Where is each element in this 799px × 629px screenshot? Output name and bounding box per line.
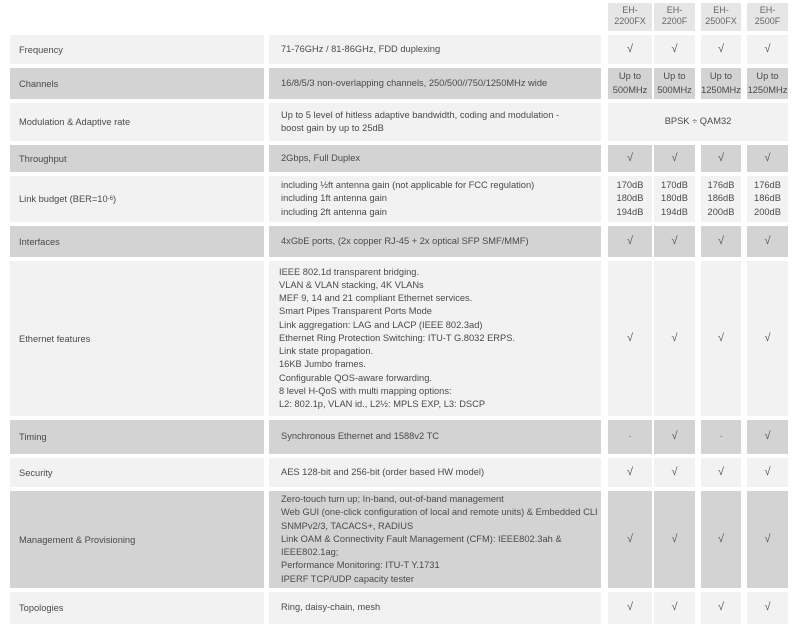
cell-line: 180dB xyxy=(661,193,688,204)
row-security xyxy=(0,458,799,487)
row-channels xyxy=(0,68,799,99)
row-label: Management & Provisioning xyxy=(10,491,264,588)
desc-line: Link aggregation: LAG and LACP (IEEE 802.3ad) xyxy=(279,319,483,330)
desc-line: IEEE 802.1d transparent bridging. xyxy=(279,266,420,277)
cell-value: √ xyxy=(701,491,741,588)
model-header-3-line-1: EH- xyxy=(713,5,729,15)
desc-line: L2: 802.1p, VLAN id., L2½: MPLS EXP, L3: DSCP xyxy=(279,398,486,409)
cell-line: Up to xyxy=(618,71,642,82)
cell-value xyxy=(747,176,788,222)
desc-line: Smart Pipes Transparent Ports Mode xyxy=(279,306,432,317)
desc-line: Ethernet Ring Protection Switching: ITU-T G.8032 ERPS. xyxy=(279,332,515,343)
row-description xyxy=(269,420,601,454)
model-header-4-line-2: 2500F xyxy=(754,16,781,26)
cell-line: 186dB xyxy=(754,193,781,204)
desc-line: boost gain by up to 25dB xyxy=(281,123,384,133)
cell-line: 186dB xyxy=(707,193,735,204)
cell-line: 500MHz xyxy=(612,84,648,95)
cell-line: 1250MHz xyxy=(747,84,788,95)
row-topologies xyxy=(0,592,799,624)
row-description xyxy=(269,458,601,487)
cell-value: √ xyxy=(701,458,741,487)
cell-value: √ xyxy=(747,592,788,624)
cell-line: 176dB xyxy=(707,180,735,191)
cell-value xyxy=(608,176,652,222)
cell-line: 1250MHz xyxy=(701,84,741,95)
desc-line: VLAN & VLAN stacking, 4K VLANs xyxy=(279,280,424,291)
row-description xyxy=(269,491,601,588)
cell-line: 194dB xyxy=(616,206,644,217)
cell-line: 500MHz xyxy=(657,84,692,95)
row-label-exponent: -6 xyxy=(107,196,113,202)
desc-line: SNMPv2/3, TACACS+, RADIUS xyxy=(281,520,414,531)
desc-line: IPERF TCP/UDP capacity tester xyxy=(281,573,414,584)
cell-value xyxy=(701,176,741,222)
desc-line: Zero-touch turn up; In-band, out-of-band management xyxy=(281,494,504,505)
cell-value: √ xyxy=(608,458,652,487)
row-label: Modulation & Adaptive rate xyxy=(10,103,264,141)
desc-line: Synchronous Ethernet and 1588v2 TC xyxy=(281,431,439,442)
desc-line: 8 level H-QoS with multi mapping options: xyxy=(279,385,452,396)
cell-value: √ xyxy=(747,458,788,487)
desc-line: Ring, daisy-chain, mesh xyxy=(281,602,381,613)
desc-line: including ½ft antenna gain (not applicable for FCC regulation) xyxy=(281,180,535,191)
cell-value: √ xyxy=(747,261,788,416)
desc-line: 4xGbE ports, (2x copper RJ-45 + 2x optical SFP SMF/MMF) xyxy=(281,235,529,246)
cell-value xyxy=(654,176,695,222)
cell-line: Up to xyxy=(756,71,779,82)
desc-line: 71-76GHz / 81-86GHz, FDD duplexing xyxy=(281,43,441,54)
cell-line: Up to xyxy=(709,71,733,82)
cell-line: 176dB xyxy=(754,180,781,191)
row-management xyxy=(0,491,799,588)
row-label: Channels xyxy=(10,68,264,99)
cell-value-span: BPSK ÷ QAM32 xyxy=(608,103,788,141)
cell-value: √ xyxy=(747,145,788,172)
desc-line: 2Gbps, Full Duplex xyxy=(281,152,361,163)
row-label: Throughput xyxy=(10,145,264,172)
cell-value: √ xyxy=(654,491,695,588)
model-header-2-line-1: EH- xyxy=(666,5,683,15)
row-label: Topologies xyxy=(10,592,264,624)
row-label: Frequency xyxy=(10,35,264,64)
cell-value: - xyxy=(701,420,741,454)
cell-value: √ xyxy=(608,491,652,588)
desc-line: Web GUI (one-click configuration of local and remote units) & Embedded CLI xyxy=(281,507,598,518)
cell-value: √ xyxy=(747,226,788,257)
model-header-1 xyxy=(608,3,652,31)
row-description xyxy=(269,261,601,416)
row-label: Ethernet features xyxy=(10,261,264,416)
cell-value: √ xyxy=(608,592,652,624)
cell-value: √ xyxy=(654,420,695,454)
cell-value xyxy=(701,68,741,99)
desc-line: 16/8/5/3 non-overlapping channels, 250/500//750/1250MHz wide xyxy=(281,77,548,88)
cell-line: Up to xyxy=(663,71,686,82)
model-header-4 xyxy=(747,3,788,31)
desc-line: Configurable QOS-aware forwarding. xyxy=(279,372,432,383)
cell-value xyxy=(608,68,652,99)
cell-value: √ xyxy=(608,145,652,172)
row-label xyxy=(10,176,264,222)
desc-line: AES 128-bit and 256-bit (order based HW model) xyxy=(281,466,485,477)
cell-value: √ xyxy=(654,226,695,257)
cell-value: √ xyxy=(608,226,652,257)
cell-value: √ xyxy=(701,261,741,416)
cell-value: √ xyxy=(654,145,695,172)
cell-value: √ xyxy=(747,35,788,64)
cell-line: 170dB xyxy=(616,180,644,191)
cell-value: √ xyxy=(608,261,652,416)
row-label: Security xyxy=(10,458,264,487)
desc-line: Link state propagation. xyxy=(279,346,374,357)
desc-line: MEF 9, 14 and 21 compliant Ethernet services. xyxy=(279,293,473,304)
cell-value: √ xyxy=(654,35,695,64)
cell-value: √ xyxy=(654,592,695,624)
row-modulation xyxy=(0,103,799,141)
row-description xyxy=(269,103,601,141)
row-description xyxy=(269,176,601,222)
desc-line: Up to 5 level of hitless adaptive bandwidth, coding and modulation - xyxy=(281,109,560,120)
row-description xyxy=(269,592,601,624)
model-header-1-line-1: EH- xyxy=(622,5,638,15)
row-label: Interfaces xyxy=(10,226,264,257)
row-label-tail: ) xyxy=(112,194,117,204)
cell-value: √ xyxy=(701,145,741,172)
row-description xyxy=(269,226,601,257)
cell-value xyxy=(747,68,788,99)
cell-line: 170dB xyxy=(661,180,688,191)
cell-value: √ xyxy=(608,35,652,64)
model-header-2-line-2: 2200F xyxy=(661,16,688,26)
row-timing xyxy=(0,420,799,454)
row-interfaces xyxy=(0,226,799,257)
model-header-3-line-2: 2500FX xyxy=(705,16,737,26)
row-description xyxy=(269,35,601,64)
model-header-4-line-1: EH- xyxy=(759,5,776,15)
row-label: Timing xyxy=(10,420,264,454)
cell-value: √ xyxy=(701,35,741,64)
row-description xyxy=(269,145,601,172)
row-description xyxy=(269,68,601,99)
row-link-budget xyxy=(0,176,799,222)
cell-value: √ xyxy=(701,226,741,257)
cell-value: - xyxy=(608,420,652,454)
desc-line: including 1ft antenna gain xyxy=(281,193,387,204)
cell-value: √ xyxy=(747,491,788,588)
cell-line: 194dB xyxy=(661,206,688,217)
model-header-3 xyxy=(701,3,741,31)
cell-value: √ xyxy=(747,420,788,454)
cell-line: 200dB xyxy=(754,206,781,217)
cell-value: √ xyxy=(701,592,741,624)
desc-line: 16KB Jumbo frames. xyxy=(279,359,366,370)
row-ethernet-features xyxy=(0,261,799,416)
cell-line: 180dB xyxy=(616,193,644,204)
cell-value: √ xyxy=(654,261,695,416)
desc-line: including 2ft antenna gain xyxy=(281,206,387,217)
row-frequency xyxy=(0,35,799,64)
desc-line: Performance Monitoring: ITU-T Y.1731 xyxy=(281,560,440,571)
model-header-2 xyxy=(654,3,695,31)
desc-line: Link OAM & Connectivity Fault Management (CFM): IEEE802.3ah & IEEE802.1ag; xyxy=(281,533,562,558)
cell-line: 200dB xyxy=(707,206,735,217)
row-label-text: Link budget (BER=10 xyxy=(19,194,108,204)
row-throughput xyxy=(0,145,799,172)
model-header-1-line-2: 2200FX xyxy=(614,16,646,26)
cell-value: √ xyxy=(654,458,695,487)
cell-value xyxy=(654,68,695,99)
